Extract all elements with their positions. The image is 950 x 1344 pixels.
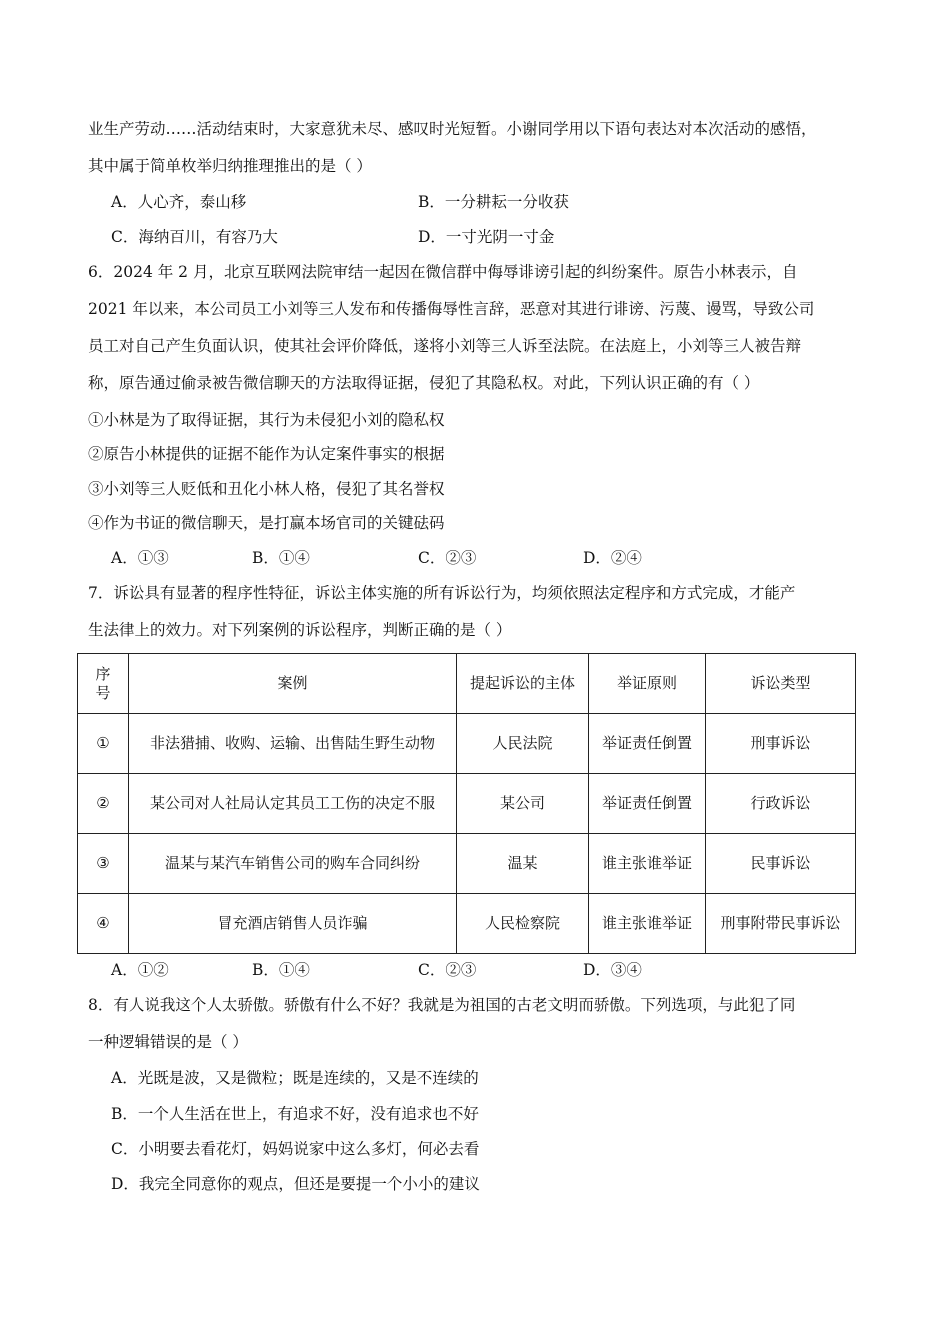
- q5-option-a: A．人心齐，泰山移: [111, 193, 247, 211]
- header-plaintiff: 提起诉讼的主体: [457, 654, 589, 714]
- q8-option-b: B．一个人生活在世上，有追求不好，没有追求也不好: [111, 1105, 479, 1123]
- q8-option-c: C．小明要去看花灯，妈妈说家中这么多灯，何必去看: [111, 1140, 480, 1158]
- q5-option-d: D．一寸光阴一寸金: [418, 228, 555, 246]
- q7-option-a: A．①②: [111, 961, 169, 979]
- cell-burden: 谁主张谁举证: [589, 834, 706, 894]
- q6-statement-2: ②原告小林提供的证据不能作为认定案件事实的根据: [88, 445, 445, 463]
- cell-case: 冒充酒店销售人员诈骗: [129, 894, 457, 954]
- cell-index: ④: [78, 894, 129, 954]
- cell-burden: 举证责任倒置: [589, 774, 706, 834]
- q5-stem-line-1: 业生产劳动……活动结束时，大家意犹未尽、感叹时光短暂。小谢同学用以下语句表达对本次活动的感悟，: [88, 120, 817, 138]
- q5-option-c: C．海纳百川，有容乃大: [111, 228, 278, 246]
- table-header-row: [78, 654, 856, 714]
- cell-plaintiff: 人民法院: [457, 714, 589, 774]
- cell-type: 行政诉讼: [706, 774, 856, 834]
- q6-statement-4: ④作为书证的微信聊天，是打赢本场官司的关键砝码: [88, 514, 445, 532]
- q6-option-b: B．①④: [252, 549, 310, 567]
- cell-plaintiff: 人民检察院: [457, 894, 589, 954]
- cell-type: 刑事诉讼: [706, 714, 856, 774]
- q6-stem-line-4: 称，原告通过偷录被告微信聊天的方法取得证据，侵犯了其隐私权。对此，下列认识正确的有（ ）: [88, 374, 760, 392]
- cell-index: ③: [78, 834, 129, 894]
- q5-option-b: B．一分耕耘一分收获: [418, 193, 569, 211]
- cell-index: ①: [78, 714, 129, 774]
- header-burden-of-proof: 举证原则: [589, 654, 706, 714]
- q6-stem-line-3: 员工对自己产生负面认识，使其社会评价降低，遂将小刘等三人诉至法院。在法庭上，小刘等三人被告辩: [88, 337, 802, 355]
- q6-option-c: C．②③: [418, 549, 477, 567]
- cell-case: 非法猎捕、收购、运输、出售陆生野生动物: [129, 714, 457, 774]
- cell-plaintiff: 温某: [457, 834, 589, 894]
- q8-stem-line-2: 一种逻辑错误的是（ ）: [88, 1033, 248, 1051]
- cell-type: 刑事附带民事诉讼: [706, 894, 856, 954]
- q7-stem-line-1: 7．诉讼具有显著的程序性特征，诉讼主体实施的所有诉讼行为，均须依照法定程序和方式完成，才能产: [88, 584, 796, 602]
- header-index: 序号: [78, 654, 129, 714]
- q6-stem-line-1: 6．2024 年 2 月，北京互联网法院审结一起因在微信群中侮辱诽谤引起的纠纷案件。原告小林表示，自: [88, 263, 798, 281]
- table-row: [78, 714, 856, 774]
- q8-option-a: A．光既是波，又是微粒；既是连续的，又是不连续的: [111, 1069, 479, 1087]
- header-case: 案例: [129, 654, 457, 714]
- cell-burden: 谁主张谁举证: [589, 894, 706, 954]
- q7-option-b: B．①④: [252, 961, 310, 979]
- table-row: [78, 834, 856, 894]
- cell-case: 温某与某汽车销售公司的购车合同纠纷: [129, 834, 457, 894]
- header-litigation-type: 诉讼类型: [706, 654, 856, 714]
- q5-stem-line-2: 其中属于简单枚举归纳推理推出的是（ ）: [88, 157, 372, 175]
- cell-burden: 举证责任倒置: [589, 714, 706, 774]
- q6-option-a: A．①③: [111, 549, 169, 567]
- q8-stem-line-1: 8．有人说我这个人太骄傲。骄傲有什么不好？我就是为祖国的古老文明而骄傲。下列选项，与此犯了同: [88, 996, 796, 1014]
- q7-option-c: C．②③: [418, 961, 477, 979]
- cell-case: 某公司对人社局认定其员工工伤的决定不服: [129, 774, 457, 834]
- q7-case-table: [77, 653, 856, 954]
- table-row: [78, 774, 856, 834]
- q6-option-d: D．②④: [583, 549, 642, 567]
- q6-statement-1: ①小林是为了取得证据，其行为未侵犯小刘的隐私权: [88, 411, 445, 429]
- q8-option-d: D．我完全同意你的观点，但还是要提一个小小的建议: [111, 1175, 480, 1193]
- q7-option-d: D．③④: [583, 961, 642, 979]
- cell-index: ②: [78, 774, 129, 834]
- q6-statement-3: ③小刘等三人贬低和丑化小林人格，侵犯了其名誉权: [88, 480, 445, 498]
- q6-stem-line-2: 2021 年以来，本公司员工小刘等三人发布和传播侮辱性言辞，恶意对其进行诽谤、污蔑、谩骂，导致公司: [88, 300, 815, 318]
- table-row: [78, 894, 856, 954]
- q7-stem-line-2: 生法律上的效力。对下列案例的诉讼程序，判断正确的是（ ）: [88, 621, 512, 639]
- cell-plaintiff: 某公司: [457, 774, 589, 834]
- cell-type: 民事诉讼: [706, 834, 856, 894]
